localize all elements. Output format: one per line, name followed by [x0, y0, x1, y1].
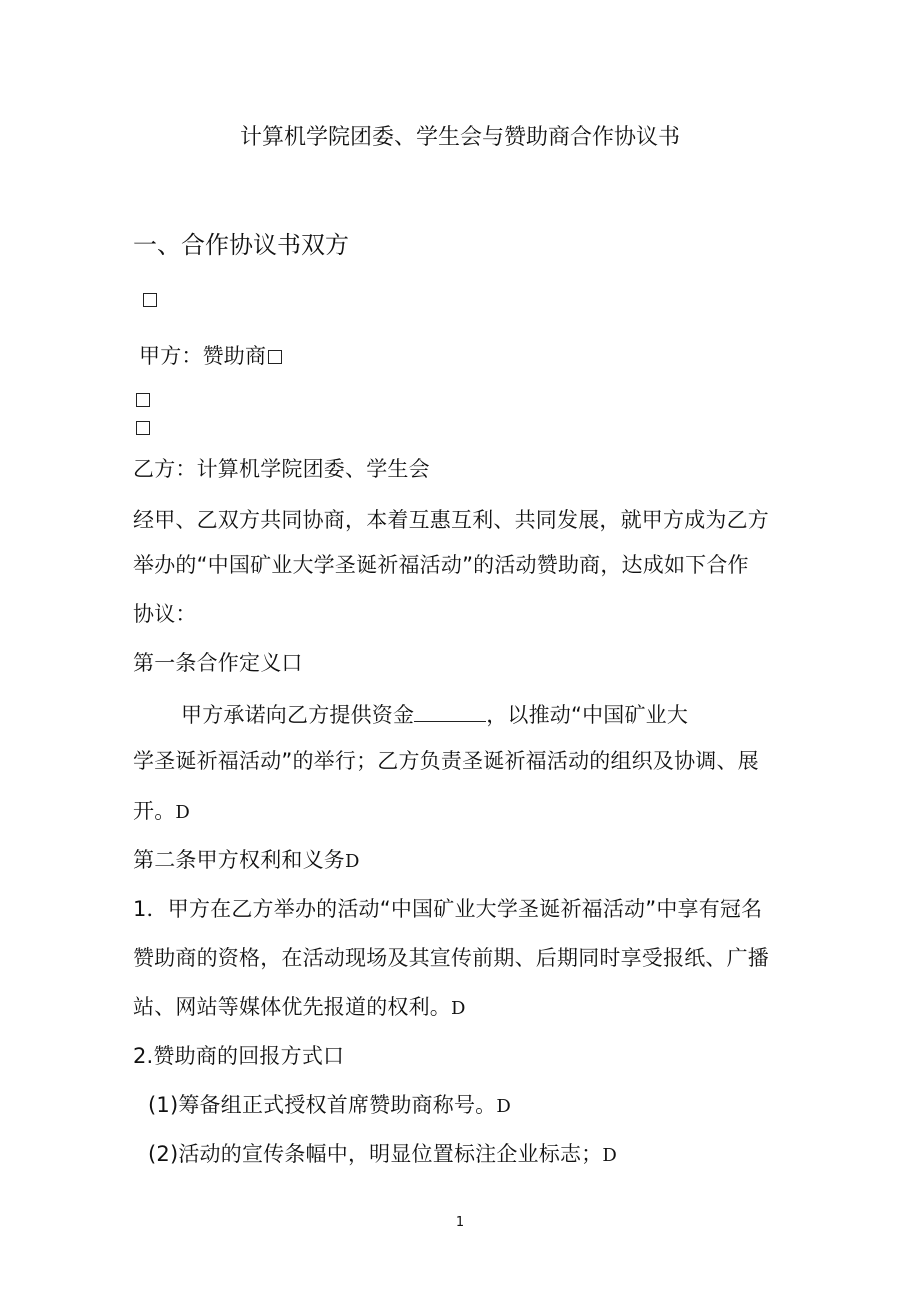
paragraph-mark: D — [175, 802, 191, 823]
checkbox-square — [136, 393, 150, 407]
party-a-text: 甲方：赞助商 — [139, 344, 267, 368]
article-1-title: 第一条合作定义口 — [133, 651, 303, 675]
checkbox-square — [143, 293, 157, 307]
empty-checkbox-1 — [143, 289, 157, 310]
document-title: 计算机学院团委、学生会与赞助商合作协议书 — [239, 125, 680, 150]
article-1-line-1 — [181, 703, 688, 726]
article-1-line-1-prefix: 甲方承诺向乙方提供资金 — [181, 703, 415, 727]
page-number: 1 — [455, 1215, 465, 1230]
checkbox-square — [136, 421, 150, 435]
article-2-title-text: 第二条甲方权利和义务 — [133, 848, 345, 872]
article-2-sub-item-2 — [148, 1144, 617, 1165]
intro-line-1: 经甲、乙双方共同协商，本着互惠互利、共同发展，就甲方成为乙方 — [133, 508, 769, 532]
article-2-item-1-line-2: 赞助商的资格，在活动现场及其宣传前期、后期同时享受报纸、广播 — [133, 946, 769, 970]
article-2-item-2: 2.赞助商的回报方式口 — [133, 1044, 345, 1068]
article-2-title — [133, 850, 360, 871]
article-2-item-1-line-3 — [133, 997, 466, 1018]
empty-checkbox-2 — [136, 389, 150, 410]
paragraph-mark: D — [602, 1145, 617, 1166]
party-b-text: 乙方：计算机学院团委、学生会 — [133, 457, 430, 481]
party-a-line — [139, 346, 282, 367]
checkbox-square — [268, 350, 282, 364]
paragraph-mark: D — [496, 1096, 511, 1117]
article-1-line-2: 学圣诞祈福活动”的举行；乙方负责圣诞祈福活动的组织及协调、展 — [133, 749, 759, 773]
paragraph-mark: D — [451, 998, 466, 1019]
section-heading: 一、合作协议书双方 — [133, 231, 349, 259]
intro-line-3: 协议： — [133, 602, 197, 626]
article-1-line-1-suffix: ，以推动“中国矿业大 — [486, 703, 689, 727]
blank-underline — [414, 703, 486, 722]
paragraph-mark: D — [345, 851, 360, 872]
article-2-item-1-line-3-text: 站、网站等媒体优先报道的权利。 — [133, 995, 451, 1019]
article-2-sub-item-1-text: (1)筹备组正式授权首席赞助商称号。 — [148, 1093, 497, 1117]
article-1-line-3 — [133, 801, 190, 822]
article-1-line-3-text: 开。 — [133, 799, 176, 823]
article-2-item-1-line-1: 1．甲方在乙方举办的活动“中国矿业大学圣诞祈福活动”中享有冠名 — [133, 897, 763, 921]
article-2-sub-item-2-text: (2)活动的宣传条幅中，明显位置标注企业标志； — [148, 1142, 603, 1166]
article-2-sub-item-1 — [148, 1095, 511, 1116]
empty-checkbox-3 — [136, 417, 150, 438]
intro-line-2: 举办的“中国矿业大学圣诞祈福活动”的活动赞助商，达成如下合作 — [133, 553, 749, 577]
